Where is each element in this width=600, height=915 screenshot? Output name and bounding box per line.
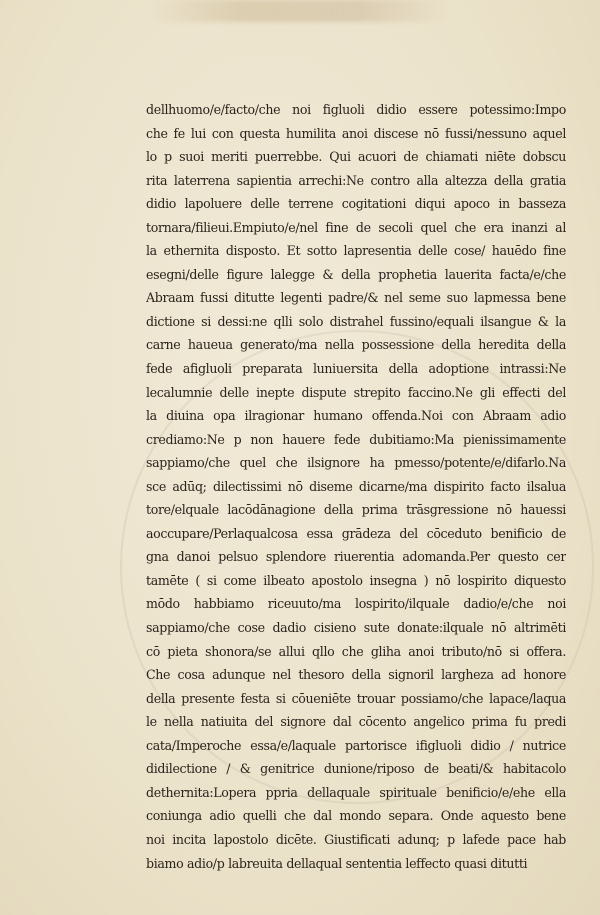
text-line: la diuina opa ilragionar humano offenda.Noi con Abraam adio xyxy=(146,408,566,424)
text-line: didilectione / & genitrice dunione/riposo de beati/& habitacolo xyxy=(146,761,566,777)
text-line: coniunga adio quelli che dal mondo separa. Onde aquesto bene xyxy=(146,808,566,824)
text-line: Abraam fussi ditutte legenti padre/& nel seme suo lapmessa bene xyxy=(146,290,566,306)
text-line: didio lapoluere delle terrene cogitationi diqui apoco in basseza xyxy=(146,196,566,212)
text-line: aoccupare/Perlaqualcosa essa grādeza del cōceduto benificio de xyxy=(146,525,566,541)
text-line: esegni/delle figure lalegge & della prophetia lauerita facta/e/che xyxy=(146,266,566,282)
text-line: rita laterrena sapientia arrechi:Ne contro alla altezza della gratia xyxy=(146,172,566,188)
text-line: sappiamo/che quel che ilsignore ha pmesso/potente/e/difarlo.Na xyxy=(146,455,566,471)
text-line: dethernita:Lopera ppria dellaquale spirituale benificio/e/ehe ella xyxy=(146,784,566,800)
text-line: cata/Imperoche essa/e/laquale partorisce ifigluoli didio / nutrice xyxy=(146,737,566,753)
text-line: tore/elquale lacōdānagione della prima trāsgressione nō hauessi xyxy=(146,502,566,518)
text-line: tornara/filieui.Empiuto/e/nel fine de secoli quel che era inanzi al xyxy=(146,219,566,235)
text-line: sce adūq; dilectissimi nō diseme dicarne/ma dispirito facto ilsalua xyxy=(146,478,566,494)
text-line: crediamo:Ne p non hauere fede dubitiamo:Ma pienissimamente xyxy=(146,431,566,447)
paper-stain xyxy=(150,0,450,22)
text-block xyxy=(146,98,566,875)
text-line: carne haueua generato/ma nella possessione della heredita della xyxy=(146,337,566,353)
text-line: che fe lui con questa humilita anoi discese nō fussi/nessuno aquel xyxy=(146,125,566,141)
text-line: le nella natiuita del signore dal cōcento angelico prima fu predi xyxy=(146,714,566,730)
text-line: noi incita lapostolo dicēte. Giustificati adunq; p lafede pace hab xyxy=(146,831,566,847)
text-line: dellhuomo/e/facto/che noi figluoli didio essere potessimo:Impo xyxy=(146,102,566,117)
text-line: gna danoi pelsuo splendore riuerentia adomanda.Per questo cer xyxy=(146,549,566,565)
text-line: biamo adio/p labreuita dellaqual sententia leffecto quasi ditutti xyxy=(146,855,528,871)
text-line: lo p suoi meriti puerrebbe. Qui acuori de chiamati niēte dobscu xyxy=(146,149,566,165)
text-line: Che cosa adunque nel thesoro della signoril largheza ad honore xyxy=(146,667,566,683)
text-line: della presente festa si cōueniēte trouar possiamo/che lapace/laqua xyxy=(146,690,566,706)
text-line: fede afigluoli preparata luniuersita della adoptione intrassi:Ne xyxy=(146,361,566,377)
text-line: mōdo habbiamo riceuuto/ma lospirito/ilquale dadio/e/che noi xyxy=(146,596,566,612)
text-line: cō pieta shonora/se allui qllo che gliha anoi tributo/nō si offera. xyxy=(146,643,566,659)
text-line: dictione si dessi:ne qlli solo distrahel fussino/equali ilsangue & la xyxy=(146,313,566,329)
text-line: tamēte ( si come ilbeato apostolo insegna ) nō lospirito diquesto xyxy=(146,572,566,588)
text-line: sappiamo/che cose dadio cisieno sute donate:ilquale nō altrimēti xyxy=(146,620,566,636)
text-line: la ethernita dispostο. Et sotto lapresentia delle cose/ hauēdo fine xyxy=(146,243,566,259)
text-line: lecalumnie delle inepte dispute strepito faccino.Ne gli effecti del xyxy=(146,384,566,400)
